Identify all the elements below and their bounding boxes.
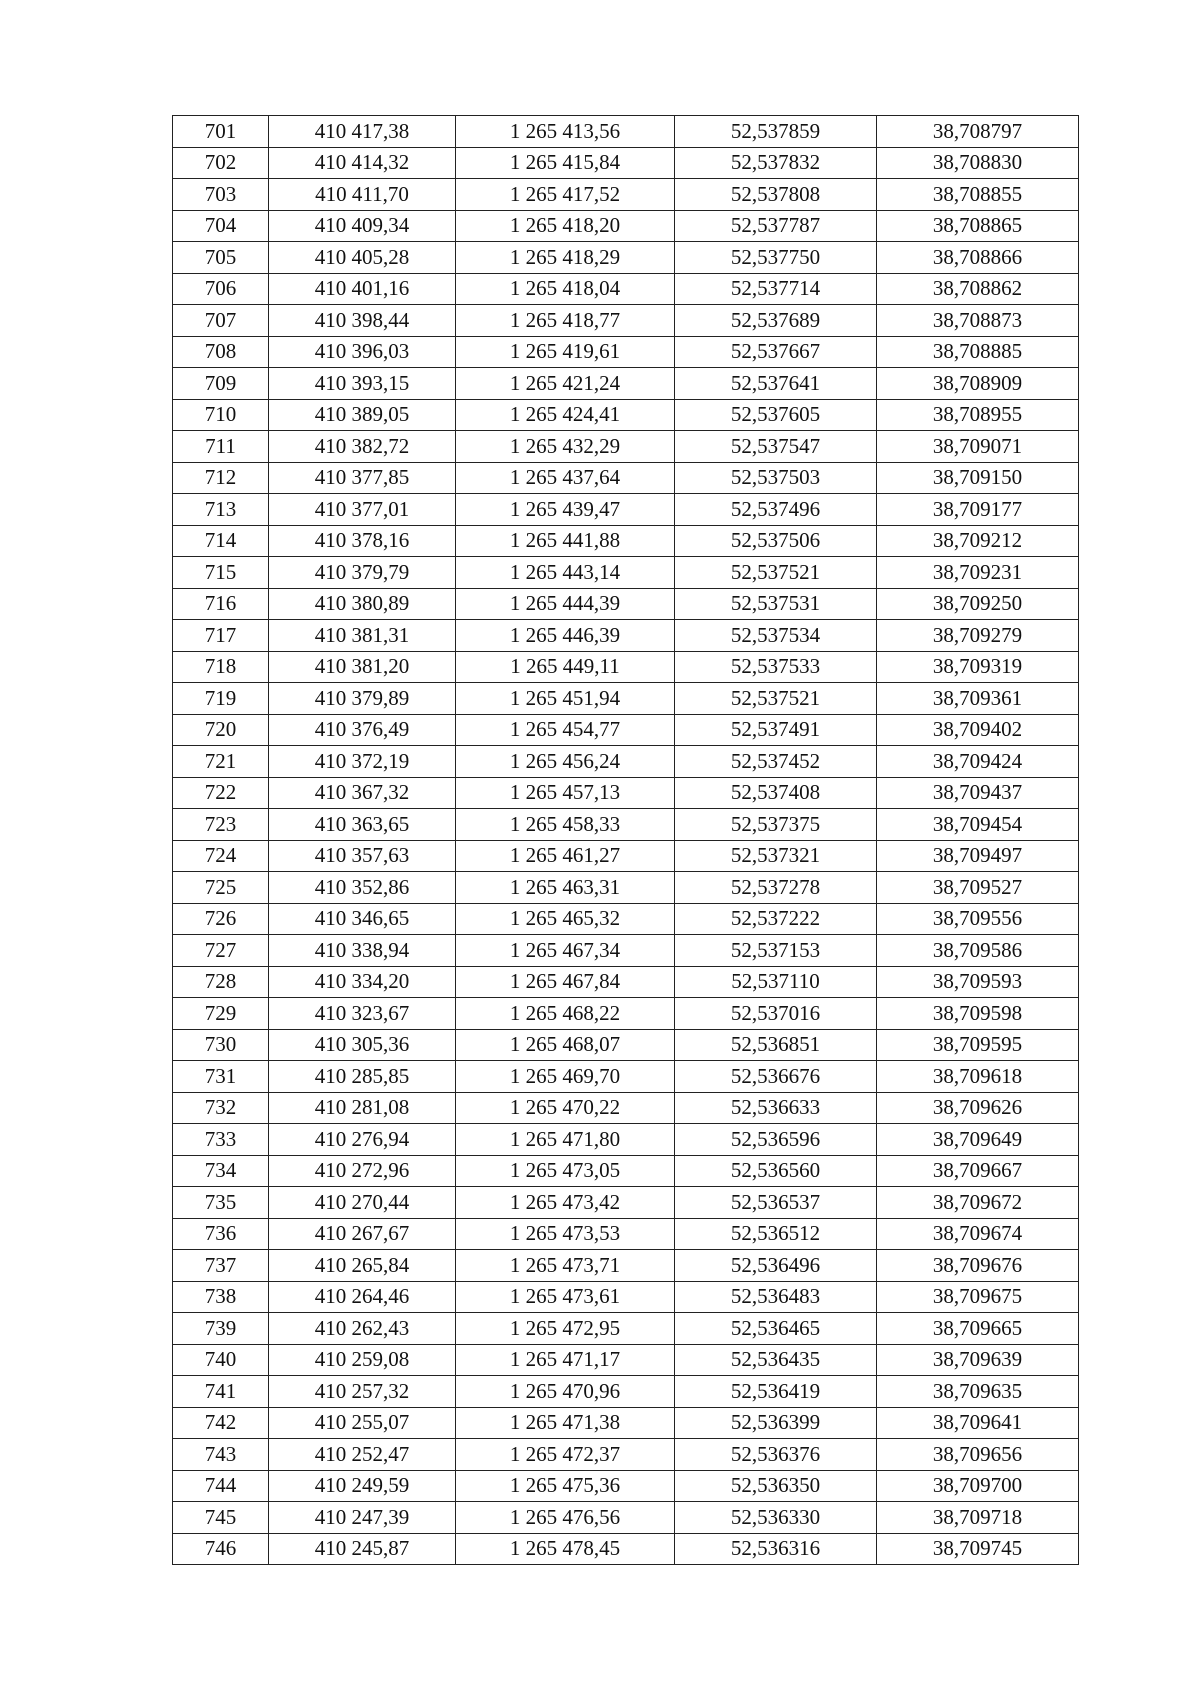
x-coordinate-cell: 410 389,05: [269, 399, 456, 431]
point-number-cell: 705: [173, 242, 269, 274]
table-row: [173, 683, 1079, 715]
y-coordinate-cell: 1 265 432,29: [456, 431, 675, 463]
x-coordinate-cell: 410 346,65: [269, 903, 456, 935]
longitude-cell: 38,709618: [877, 1061, 1079, 1093]
x-coordinate-cell: 410 417,38: [269, 116, 456, 148]
point-number-cell: 704: [173, 210, 269, 242]
y-coordinate-cell: 1 265 441,88: [456, 525, 675, 557]
longitude-cell: 38,709672: [877, 1187, 1079, 1219]
point-number-cell: 716: [173, 588, 269, 620]
point-number-cell: 733: [173, 1124, 269, 1156]
latitude-cell: 52,536496: [675, 1250, 877, 1282]
point-number-cell: 701: [173, 116, 269, 148]
longitude-cell: 38,709626: [877, 1092, 1079, 1124]
y-coordinate-cell: 1 265 471,38: [456, 1407, 675, 1439]
longitude-cell: 38,709361: [877, 683, 1079, 715]
y-coordinate-cell: 1 265 457,13: [456, 777, 675, 809]
point-number-cell: 730: [173, 1029, 269, 1061]
point-number-cell: 702: [173, 147, 269, 179]
table-row: [173, 557, 1079, 589]
point-number-cell: 728: [173, 966, 269, 998]
y-coordinate-cell: 1 265 473,42: [456, 1187, 675, 1219]
longitude-cell: 38,709595: [877, 1029, 1079, 1061]
point-number-cell: 740: [173, 1344, 269, 1376]
latitude-cell: 52,536376: [675, 1439, 877, 1471]
point-number-cell: 707: [173, 305, 269, 337]
latitude-cell: 52,537521: [675, 557, 877, 589]
table-row: [173, 116, 1079, 148]
point-number-cell: 735: [173, 1187, 269, 1219]
y-coordinate-cell: 1 265 473,61: [456, 1281, 675, 1313]
y-coordinate-cell: 1 265 415,84: [456, 147, 675, 179]
longitude-cell: 38,709319: [877, 651, 1079, 683]
table-row: [173, 1313, 1079, 1345]
y-coordinate-cell: 1 265 467,84: [456, 966, 675, 998]
y-coordinate-cell: 1 265 475,36: [456, 1470, 675, 1502]
x-coordinate-cell: 410 272,96: [269, 1155, 456, 1187]
table-row: [173, 242, 1079, 274]
table-row: [173, 809, 1079, 841]
x-coordinate-cell: 410 379,89: [269, 683, 456, 715]
x-coordinate-cell: 410 414,32: [269, 147, 456, 179]
latitude-cell: 52,537110: [675, 966, 877, 998]
longitude-cell: 38,708866: [877, 242, 1079, 274]
latitude-cell: 52,537452: [675, 746, 877, 778]
latitude-cell: 52,537534: [675, 620, 877, 652]
point-number-cell: 743: [173, 1439, 269, 1471]
latitude-cell: 52,536465: [675, 1313, 877, 1345]
table-row: [173, 368, 1079, 400]
longitude-cell: 38,709527: [877, 872, 1079, 904]
table-row: [173, 998, 1079, 1030]
point-number-cell: 725: [173, 872, 269, 904]
longitude-cell: 38,709718: [877, 1502, 1079, 1534]
y-coordinate-cell: 1 265 471,17: [456, 1344, 675, 1376]
x-coordinate-cell: 410 252,47: [269, 1439, 456, 1471]
longitude-cell: 38,709635: [877, 1376, 1079, 1408]
table-row: [173, 462, 1079, 494]
point-number-cell: 727: [173, 935, 269, 967]
y-coordinate-cell: 1 265 470,22: [456, 1092, 675, 1124]
longitude-cell: 38,709402: [877, 714, 1079, 746]
x-coordinate-cell: 410 276,94: [269, 1124, 456, 1156]
y-coordinate-cell: 1 265 456,24: [456, 746, 675, 778]
table-row: [173, 1218, 1079, 1250]
latitude-cell: 52,537153: [675, 935, 877, 967]
y-coordinate-cell: 1 265 463,31: [456, 872, 675, 904]
longitude-cell: 38,709071: [877, 431, 1079, 463]
x-coordinate-cell: 410 379,79: [269, 557, 456, 589]
latitude-cell: 52,537533: [675, 651, 877, 683]
latitude-cell: 52,537491: [675, 714, 877, 746]
x-coordinate-cell: 410 352,86: [269, 872, 456, 904]
point-number-cell: 741: [173, 1376, 269, 1408]
latitude-cell: 52,537278: [675, 872, 877, 904]
point-number-cell: 710: [173, 399, 269, 431]
table-row: [173, 1061, 1079, 1093]
table-row: [173, 872, 1079, 904]
longitude-cell: 38,709150: [877, 462, 1079, 494]
latitude-cell: 52,536596: [675, 1124, 877, 1156]
table-row: [173, 1250, 1079, 1282]
latitude-cell: 52,537506: [675, 525, 877, 557]
longitude-cell: 38,709231: [877, 557, 1079, 589]
latitude-cell: 52,537521: [675, 683, 877, 715]
longitude-cell: 38,708797: [877, 116, 1079, 148]
table-row: [173, 431, 1079, 463]
latitude-cell: 52,536851: [675, 1029, 877, 1061]
latitude-cell: 52,537408: [675, 777, 877, 809]
x-coordinate-cell: 410 363,65: [269, 809, 456, 841]
table-row: [173, 903, 1079, 935]
table-row: [173, 336, 1079, 368]
table-row: [173, 1155, 1079, 1187]
latitude-cell: 52,537375: [675, 809, 877, 841]
x-coordinate-cell: 410 396,03: [269, 336, 456, 368]
latitude-cell: 52,536316: [675, 1533, 877, 1565]
latitude-cell: 52,536435: [675, 1344, 877, 1376]
latitude-cell: 52,537016: [675, 998, 877, 1030]
x-coordinate-cell: 410 259,08: [269, 1344, 456, 1376]
x-coordinate-cell: 410 264,46: [269, 1281, 456, 1313]
x-coordinate-cell: 410 247,39: [269, 1502, 456, 1534]
table-row: [173, 651, 1079, 683]
table-row: [173, 588, 1079, 620]
table-row: [173, 935, 1079, 967]
x-coordinate-cell: 410 393,15: [269, 368, 456, 400]
longitude-cell: 38,709250: [877, 588, 1079, 620]
point-number-cell: 709: [173, 368, 269, 400]
x-coordinate-cell: 410 409,34: [269, 210, 456, 242]
point-number-cell: 721: [173, 746, 269, 778]
y-coordinate-cell: 1 265 451,94: [456, 683, 675, 715]
point-number-cell: 742: [173, 1407, 269, 1439]
latitude-cell: 52,537321: [675, 840, 877, 872]
longitude-cell: 38,708830: [877, 147, 1079, 179]
y-coordinate-cell: 1 265 468,07: [456, 1029, 675, 1061]
latitude-cell: 52,536560: [675, 1155, 877, 1187]
point-number-cell: 738: [173, 1281, 269, 1313]
longitude-cell: 38,709593: [877, 966, 1079, 998]
longitude-cell: 38,708855: [877, 179, 1079, 211]
point-number-cell: 739: [173, 1313, 269, 1345]
x-coordinate-cell: 410 381,31: [269, 620, 456, 652]
point-number-cell: 726: [173, 903, 269, 935]
table-row: [173, 305, 1079, 337]
x-coordinate-cell: 410 401,16: [269, 273, 456, 305]
table-row: [173, 399, 1079, 431]
latitude-cell: 52,536399: [675, 1407, 877, 1439]
point-number-cell: 714: [173, 525, 269, 557]
latitude-cell: 52,537714: [675, 273, 877, 305]
y-coordinate-cell: 1 265 449,11: [456, 651, 675, 683]
longitude-cell: 38,709665: [877, 1313, 1079, 1345]
y-coordinate-cell: 1 265 413,56: [456, 116, 675, 148]
x-coordinate-cell: 410 249,59: [269, 1470, 456, 1502]
point-number-cell: 717: [173, 620, 269, 652]
table-row: [173, 273, 1079, 305]
table-row: [173, 840, 1079, 872]
x-coordinate-cell: 410 398,44: [269, 305, 456, 337]
point-number-cell: 703: [173, 179, 269, 211]
longitude-cell: 38,709667: [877, 1155, 1079, 1187]
coordinates-table: [172, 115, 1079, 1565]
x-coordinate-cell: 410 376,49: [269, 714, 456, 746]
point-number-cell: 734: [173, 1155, 269, 1187]
y-coordinate-cell: 1 265 467,34: [456, 935, 675, 967]
table-row: [173, 1344, 1079, 1376]
y-coordinate-cell: 1 265 470,96: [456, 1376, 675, 1408]
point-number-cell: 719: [173, 683, 269, 715]
longitude-cell: 38,709424: [877, 746, 1079, 778]
longitude-cell: 38,709674: [877, 1218, 1079, 1250]
x-coordinate-cell: 410 323,67: [269, 998, 456, 1030]
y-coordinate-cell: 1 265 417,52: [456, 179, 675, 211]
latitude-cell: 52,537605: [675, 399, 877, 431]
table-row: [173, 1407, 1079, 1439]
y-coordinate-cell: 1 265 478,45: [456, 1533, 675, 1565]
point-number-cell: 724: [173, 840, 269, 872]
y-coordinate-cell: 1 265 454,77: [456, 714, 675, 746]
longitude-cell: 38,708873: [877, 305, 1079, 337]
table-row: [173, 210, 1079, 242]
latitude-cell: 52,537787: [675, 210, 877, 242]
x-coordinate-cell: 410 338,94: [269, 935, 456, 967]
coordinates-table-body: [173, 116, 1079, 1565]
x-coordinate-cell: 410 265,84: [269, 1250, 456, 1282]
y-coordinate-cell: 1 265 458,33: [456, 809, 675, 841]
longitude-cell: 38,708909: [877, 368, 1079, 400]
y-coordinate-cell: 1 265 465,32: [456, 903, 675, 935]
longitude-cell: 38,709212: [877, 525, 1079, 557]
y-coordinate-cell: 1 265 444,39: [456, 588, 675, 620]
longitude-cell: 38,708862: [877, 273, 1079, 305]
longitude-cell: 38,708885: [877, 336, 1079, 368]
longitude-cell: 38,709676: [877, 1250, 1079, 1282]
latitude-cell: 52,536350: [675, 1470, 877, 1502]
longitude-cell: 38,709700: [877, 1470, 1079, 1502]
table-row: [173, 1281, 1079, 1313]
longitude-cell: 38,708865: [877, 210, 1079, 242]
x-coordinate-cell: 410 262,43: [269, 1313, 456, 1345]
y-coordinate-cell: 1 265 439,47: [456, 494, 675, 526]
y-coordinate-cell: 1 265 437,64: [456, 462, 675, 494]
y-coordinate-cell: 1 265 419,61: [456, 336, 675, 368]
point-number-cell: 708: [173, 336, 269, 368]
latitude-cell: 52,537750: [675, 242, 877, 274]
latitude-cell: 52,536676: [675, 1061, 877, 1093]
latitude-cell: 52,537222: [675, 903, 877, 935]
y-coordinate-cell: 1 265 473,05: [456, 1155, 675, 1187]
latitude-cell: 52,537547: [675, 431, 877, 463]
y-coordinate-cell: 1 265 418,29: [456, 242, 675, 274]
x-coordinate-cell: 410 334,20: [269, 966, 456, 998]
table-row: [173, 746, 1079, 778]
longitude-cell: 38,709556: [877, 903, 1079, 935]
table-row: [173, 1439, 1079, 1471]
y-coordinate-cell: 1 265 476,56: [456, 1502, 675, 1534]
longitude-cell: 38,709586: [877, 935, 1079, 967]
table-row: [173, 714, 1079, 746]
longitude-cell: 38,709641: [877, 1407, 1079, 1439]
y-coordinate-cell: 1 265 418,77: [456, 305, 675, 337]
x-coordinate-cell: 410 281,08: [269, 1092, 456, 1124]
table-row: [173, 620, 1079, 652]
point-number-cell: 744: [173, 1470, 269, 1502]
latitude-cell: 52,536419: [675, 1376, 877, 1408]
point-number-cell: 723: [173, 809, 269, 841]
longitude-cell: 38,709675: [877, 1281, 1079, 1313]
longitude-cell: 38,709745: [877, 1533, 1079, 1565]
table-row: [173, 494, 1079, 526]
longitude-cell: 38,709279: [877, 620, 1079, 652]
table-row: [173, 179, 1079, 211]
x-coordinate-cell: 410 382,72: [269, 431, 456, 463]
point-number-cell: 732: [173, 1092, 269, 1124]
x-coordinate-cell: 410 405,28: [269, 242, 456, 274]
table-row: [173, 1533, 1079, 1565]
y-coordinate-cell: 1 265 468,22: [456, 998, 675, 1030]
table-row: [173, 525, 1079, 557]
x-coordinate-cell: 410 255,07: [269, 1407, 456, 1439]
x-coordinate-cell: 410 372,19: [269, 746, 456, 778]
table-row: [173, 1092, 1079, 1124]
latitude-cell: 52,537503: [675, 462, 877, 494]
y-coordinate-cell: 1 265 443,14: [456, 557, 675, 589]
latitude-cell: 52,537531: [675, 588, 877, 620]
point-number-cell: 745: [173, 1502, 269, 1534]
x-coordinate-cell: 410 377,85: [269, 462, 456, 494]
point-number-cell: 720: [173, 714, 269, 746]
point-number-cell: 711: [173, 431, 269, 463]
table-row: [173, 1376, 1079, 1408]
latitude-cell: 52,537832: [675, 147, 877, 179]
y-coordinate-cell: 1 265 461,27: [456, 840, 675, 872]
table-row: [173, 1124, 1079, 1156]
longitude-cell: 38,709177: [877, 494, 1079, 526]
y-coordinate-cell: 1 265 472,95: [456, 1313, 675, 1345]
latitude-cell: 52,537689: [675, 305, 877, 337]
x-coordinate-cell: 410 257,32: [269, 1376, 456, 1408]
latitude-cell: 52,536512: [675, 1218, 877, 1250]
table-row: [173, 1470, 1079, 1502]
x-coordinate-cell: 410 357,63: [269, 840, 456, 872]
y-coordinate-cell: 1 265 471,80: [456, 1124, 675, 1156]
x-coordinate-cell: 410 411,70: [269, 179, 456, 211]
x-coordinate-cell: 410 381,20: [269, 651, 456, 683]
x-coordinate-cell: 410 377,01: [269, 494, 456, 526]
point-number-cell: 737: [173, 1250, 269, 1282]
x-coordinate-cell: 410 305,36: [269, 1029, 456, 1061]
table-row: [173, 1187, 1079, 1219]
y-coordinate-cell: 1 265 472,37: [456, 1439, 675, 1471]
y-coordinate-cell: 1 265 418,20: [456, 210, 675, 242]
y-coordinate-cell: 1 265 473,71: [456, 1250, 675, 1282]
table-row: [173, 777, 1079, 809]
y-coordinate-cell: 1 265 424,41: [456, 399, 675, 431]
latitude-cell: 52,536537: [675, 1187, 877, 1219]
x-coordinate-cell: 410 367,32: [269, 777, 456, 809]
table-row: [173, 1502, 1079, 1534]
x-coordinate-cell: 410 380,89: [269, 588, 456, 620]
longitude-cell: 38,709497: [877, 840, 1079, 872]
x-coordinate-cell: 410 378,16: [269, 525, 456, 557]
point-number-cell: 731: [173, 1061, 269, 1093]
longitude-cell: 38,709639: [877, 1344, 1079, 1376]
latitude-cell: 52,536633: [675, 1092, 877, 1124]
latitude-cell: 52,536330: [675, 1502, 877, 1534]
point-number-cell: 718: [173, 651, 269, 683]
longitude-cell: 38,709437: [877, 777, 1079, 809]
latitude-cell: 52,537496: [675, 494, 877, 526]
longitude-cell: 38,708955: [877, 399, 1079, 431]
x-coordinate-cell: 410 285,85: [269, 1061, 456, 1093]
y-coordinate-cell: 1 265 421,24: [456, 368, 675, 400]
latitude-cell: 52,537859: [675, 116, 877, 148]
table-row: [173, 966, 1079, 998]
longitude-cell: 38,709649: [877, 1124, 1079, 1156]
latitude-cell: 52,537667: [675, 336, 877, 368]
point-number-cell: 712: [173, 462, 269, 494]
x-coordinate-cell: 410 245,87: [269, 1533, 456, 1565]
y-coordinate-cell: 1 265 469,70: [456, 1061, 675, 1093]
y-coordinate-cell: 1 265 473,53: [456, 1218, 675, 1250]
point-number-cell: 746: [173, 1533, 269, 1565]
longitude-cell: 38,709454: [877, 809, 1079, 841]
point-number-cell: 722: [173, 777, 269, 809]
x-coordinate-cell: 410 267,67: [269, 1218, 456, 1250]
y-coordinate-cell: 1 265 418,04: [456, 273, 675, 305]
point-number-cell: 706: [173, 273, 269, 305]
longitude-cell: 38,709598: [877, 998, 1079, 1030]
longitude-cell: 38,709656: [877, 1439, 1079, 1471]
y-coordinate-cell: 1 265 446,39: [456, 620, 675, 652]
latitude-cell: 52,537808: [675, 179, 877, 211]
table-row: [173, 147, 1079, 179]
point-number-cell: 713: [173, 494, 269, 526]
table-row: [173, 1029, 1079, 1061]
latitude-cell: 52,537641: [675, 368, 877, 400]
point-number-cell: 736: [173, 1218, 269, 1250]
point-number-cell: 729: [173, 998, 269, 1030]
x-coordinate-cell: 410 270,44: [269, 1187, 456, 1219]
latitude-cell: 52,536483: [675, 1281, 877, 1313]
point-number-cell: 715: [173, 557, 269, 589]
